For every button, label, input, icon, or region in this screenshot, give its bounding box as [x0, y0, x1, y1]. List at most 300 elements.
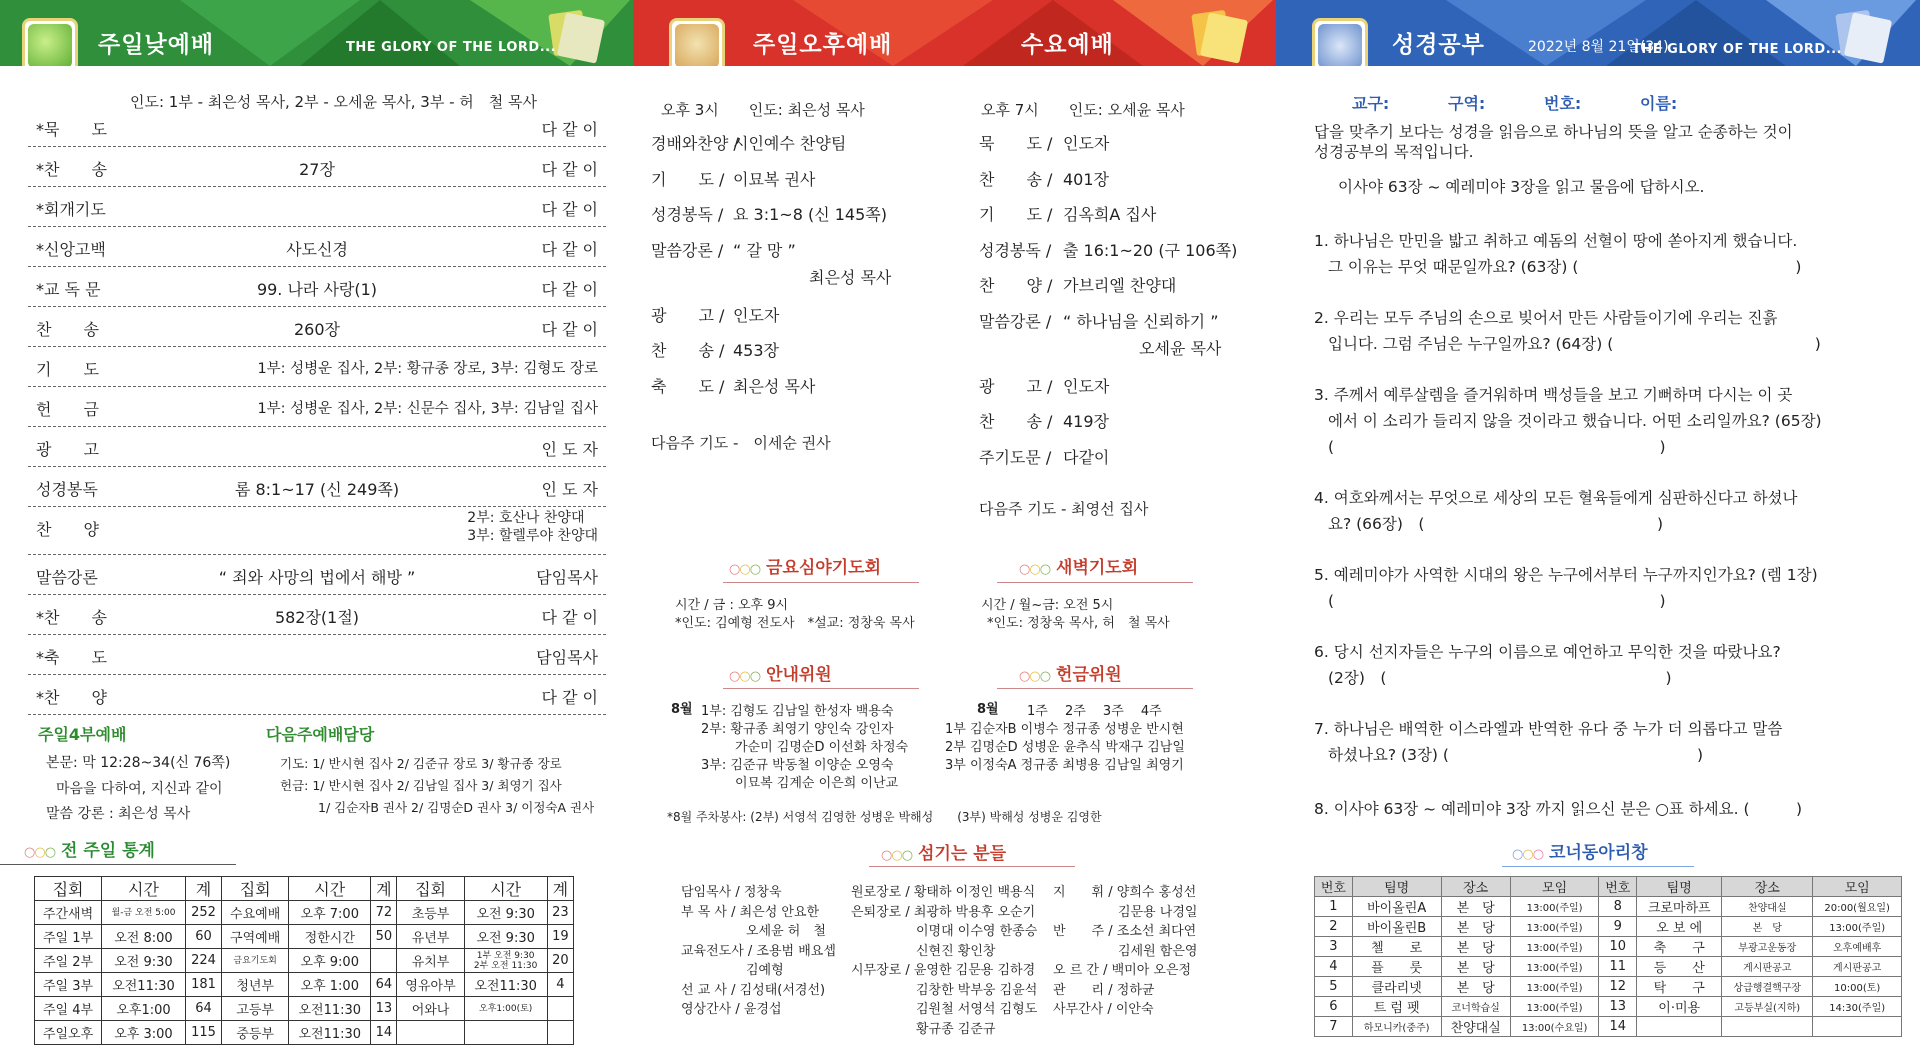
stats-cell: 오전 8:00: [102, 925, 186, 949]
study-date: 2022년 8월 21일(34): [1528, 39, 1669, 55]
order-row: [28, 267, 606, 307]
worship4-text: 본문: 막 12:28~34(신 76쪽): [46, 755, 231, 771]
order-value: 오세윤 목사: [1139, 339, 1222, 358]
club-cell: 8: [1599, 897, 1637, 917]
question-line: 8. 이사야 63장 ~ 예레미야 3장 까지 읽으신 분은 ○표 하세요. ( ): [1314, 800, 1803, 818]
club-cell: 5: [1315, 977, 1353, 997]
server-line: 김창한 박부웅 김윤석: [851, 982, 1038, 998]
order-label: 축 도 /: [651, 376, 725, 396]
stats-header-cell: 집회: [397, 877, 464, 901]
stats-row: [35, 949, 574, 973]
stats-cell: 주일 4부: [35, 997, 102, 1021]
stats-cell: 주일 3부: [35, 973, 102, 997]
club-cell: 6: [1315, 997, 1353, 1017]
club-cell: 본 당: [1441, 917, 1510, 937]
order-value: 최은성 목사: [733, 376, 816, 396]
order-value: 인도자: [1063, 134, 1110, 153]
stats-cell: 중등부: [222, 1021, 289, 1045]
server-line: 선 교 사 / 김성태(서경선): [681, 982, 826, 998]
order-person: 다 같 이: [541, 160, 598, 179]
question-line: ( ): [1328, 438, 1666, 456]
order-person: 다 같 이: [541, 120, 598, 139]
club-row: [1315, 937, 1902, 957]
stats-cell: 유치부: [397, 949, 464, 973]
club-cell: 13:00(주일): [1510, 897, 1599, 917]
order-person: 1부: 성병운 집사, 2부: 신문수 집사, 3부: 김남일 집사: [257, 401, 598, 417]
club-cell: 13:00(주일): [1510, 937, 1599, 957]
question-line: 3. 주께서 예루살렘을 즐거워하며 백성들을 보고 기뻐하며 다시는 이 곳: [1314, 386, 1793, 404]
order-row: [28, 467, 606, 507]
stats-cell: 252: [185, 901, 221, 925]
club-cell: 2: [1315, 917, 1353, 937]
stats-cell: 오후 9:00: [289, 949, 371, 973]
stats-cell: 19: [547, 925, 573, 949]
club-header-cell: 장소: [1441, 877, 1510, 897]
club-cell: 트 럼 펫: [1352, 997, 1441, 1017]
club-cell: 고등부실(지하): [1722, 997, 1813, 1017]
order-value: “ 갈 망 ”: [733, 240, 796, 260]
servers-heading: [881, 839, 1006, 864]
club-cell: 13:00(주일): [1510, 957, 1599, 977]
study-intro: 답을 맞추기 보다는 성경을 읽음으로 하나님의 뜻을 알고 순종하는 것이: [1314, 123, 1793, 141]
stats-cell: 청년부: [222, 973, 289, 997]
stats-heading: [24, 836, 155, 861]
stats-cell: 주일오후: [35, 1021, 102, 1045]
order-label: *찬 송: [36, 608, 107, 627]
order-row: [28, 307, 606, 347]
offering-line: 2부 김명순D 성병운 윤추식 박재구 김남일: [945, 740, 1185, 755]
order-label: 찬 송 /: [651, 341, 725, 360]
order-person: 다 같 이: [541, 688, 598, 707]
stats-cell: 115: [185, 1021, 221, 1045]
question-line: 4. 여호와께서는 무엇으로 세상의 모든 혈육들에게 심판하신다고 하셨나: [1314, 489, 1798, 507]
club-cell: 플 룻: [1352, 957, 1441, 977]
order-person: 다 같 이: [541, 320, 598, 339]
order-person: 다 같 이: [541, 200, 598, 219]
worship4-title: 주일4부예배: [38, 725, 127, 744]
order-label: *신앙고백: [36, 240, 106, 259]
club-header-cell: 모임: [1813, 877, 1902, 897]
club-heading: [1512, 838, 1648, 863]
order-value: 다같이: [1063, 447, 1110, 467]
order-row: [28, 107, 606, 147]
stats-cell: 주일 1부: [35, 925, 102, 949]
next-duty-line: 1/ 김순자B 권사 2/ 김명순D 권사 3/ 이정숙A 권사: [318, 800, 595, 815]
club-cell: [1722, 1017, 1813, 1037]
order-value: 453장: [733, 341, 779, 360]
stats-cell: 구역예배: [222, 925, 289, 949]
stats-cell: 4: [547, 973, 573, 997]
club-cell: 탁 구: [1637, 977, 1722, 997]
offering-line: 1부 김순자B 이병수 정규종 성병운 반시현: [945, 722, 1184, 737]
server-line: 반 주 / 조소선 최다연: [1053, 924, 1197, 939]
afternoon-next-prayer: 다음주 기도 - 이세순 권사: [651, 434, 831, 452]
stats-cell: 14: [371, 1021, 397, 1045]
server-line: 오 르 간 / 백미아 오은정: [1053, 963, 1192, 978]
club-header-cell: 팀명: [1352, 877, 1441, 897]
order-row: [28, 387, 606, 427]
stats-row: [35, 973, 574, 997]
order-person: 담임목사: [536, 568, 598, 587]
stats-cell: 주간새벽: [35, 901, 102, 925]
club-cell: 13: [1599, 997, 1637, 1017]
club-cell: 게시판공고: [1722, 957, 1813, 977]
club-row: [1315, 957, 1902, 977]
club-cell: [1637, 1017, 1722, 1037]
bible-study-panel: [1276, 0, 1920, 1061]
offering-line: 3부 이정숙A 정규종 최병용 김남일 최영기: [945, 758, 1184, 773]
stats-header-cell: 계: [371, 877, 397, 901]
order-row: [28, 635, 606, 675]
club-cell: 1: [1315, 897, 1353, 917]
order-value: 시인예수 찬양팀: [733, 134, 847, 153]
stats-cell: 고등부: [222, 997, 289, 1021]
wednesday-next-prayer: 다음주 기도 - 최영선 집사: [979, 500, 1149, 518]
stats-row: [35, 1021, 574, 1045]
guides-line: 1부: 김형도 김남일 한성자 백용숙: [701, 704, 894, 719]
order-person: 다 같 이: [541, 280, 598, 299]
server-line: 담임목사 / 정창욱: [681, 885, 782, 900]
club-cell: 본 당: [1441, 897, 1510, 917]
order-person: 다 같 이: [541, 608, 598, 627]
stats-cell: [464, 1021, 547, 1045]
club-header-cell: 모임: [1510, 877, 1599, 897]
stats-cell: 64: [371, 973, 397, 997]
dawn-heading: [1019, 553, 1138, 578]
question-line: 2. 우리는 모두 주님의 손으로 빚어서 만든 사람들이기에 우리는 진흙: [1314, 309, 1778, 327]
stats-header-cell: 시간: [289, 877, 371, 901]
panel-subtitle: THE GLORY OF THE LORD...: [346, 40, 557, 55]
order-person: 1부: 성병운 집사, 2부: 황규종 장로, 3부: 김형도 장로: [257, 361, 598, 377]
stats-cell: 정한시간: [289, 925, 371, 949]
flower-thumbnail: [669, 18, 725, 66]
order-label: 찬 양 /: [979, 276, 1053, 295]
question-line: 하셨나요? (3장) ( ): [1328, 746, 1703, 764]
stats-cell: 오전 9:30: [464, 901, 547, 925]
order-label: *축 도: [36, 648, 107, 667]
stats-cell: 13: [371, 997, 397, 1021]
club-cell: 본 당: [1441, 977, 1510, 997]
order-detail: 260장: [294, 320, 340, 339]
stats-header-cell: 계: [547, 877, 573, 901]
order-label: *묵 도: [36, 120, 107, 139]
stats-cell: 금요기도회: [222, 949, 289, 973]
order-label: 주기도문 /: [979, 447, 1052, 467]
club-cell: 오 보 에: [1637, 917, 1722, 937]
order-label: 기 도 /: [979, 205, 1053, 224]
guides-heading: [729, 660, 832, 685]
club-cell: 이·미용: [1637, 997, 1722, 1017]
guides-line: 3부: 김준규 박동철 이양순 오영숙: [701, 758, 894, 773]
stats-cell: 오전11:30: [289, 997, 371, 1021]
server-line: 오세윤 허 철: [681, 924, 826, 939]
stats-cell: 초등부: [397, 901, 464, 925]
order-value: 인도자: [733, 305, 780, 325]
next-duty-title: 다음주예배담당: [266, 725, 375, 744]
club-header-cell: 장소: [1722, 877, 1813, 897]
question-line: 5. 예레미야가 사역한 시대의 왕은 누구에서부터 누구까지인가요? (렘 1장): [1314, 566, 1818, 584]
server-line: 황규종 김준규: [851, 1021, 996, 1037]
stats-cell: 20: [547, 949, 573, 973]
club-cell: 14:30(주일): [1813, 997, 1902, 1017]
club-cell: 12: [1599, 977, 1637, 997]
order-value: “ 하나님을 신뢰하기 ”: [1063, 311, 1219, 331]
dots-icon: ○○○: [1019, 669, 1051, 684]
panel-title: 주일낮예배: [98, 32, 215, 58]
stats-cell: 오후 7:00: [289, 901, 371, 925]
club-row: [1315, 917, 1902, 937]
stats-row: [35, 997, 574, 1021]
server-line: 관 리 / 정하균: [1053, 982, 1155, 998]
offering-month: 8월: [977, 702, 999, 717]
stats-row: [35, 901, 574, 925]
stats-header-cell: 집회: [35, 877, 102, 901]
server-line: 원로장로 / 황태하 이정인 백용식: [851, 885, 1036, 900]
stats-title: 전 주일 통계: [61, 841, 155, 861]
club-cell: 게시판공고: [1813, 957, 1902, 977]
worship4-text: 말씀 강론 : 최은성 목사: [46, 806, 191, 822]
parking-volunteers: *8월 주차봉사: (2부) 서영석 김영한 성병운 박해성 (3부) 박해성 성병운 김영한: [667, 810, 1102, 824]
friday-line: *인도: 김예형 전도사 *설교: 정창욱 목사: [675, 616, 915, 631]
club-cell: 14: [1599, 1017, 1637, 1037]
club-cell: 13:00(주일): [1510, 917, 1599, 937]
order-value: 이묘복 권사: [733, 169, 816, 189]
study-intro: 성경공부의 목적입니다.: [1314, 143, 1474, 161]
stats-table: [34, 876, 574, 1045]
stats-cell: 오후1:00: [102, 997, 186, 1021]
stats-cell: 오전 9:30: [102, 949, 186, 973]
club-cell: 본 당: [1441, 957, 1510, 977]
order-row: [28, 507, 606, 555]
club-cell: 20:00(월요일): [1813, 897, 1902, 917]
club-cell: [1813, 1017, 1902, 1037]
order-row: [28, 187, 606, 227]
stats-cell: 어와나: [397, 997, 464, 1021]
club-cell: 7: [1315, 1017, 1353, 1037]
question-line: 입니다. 그럼 주님은 누구일까요? (64장) ( ): [1328, 335, 1821, 353]
stats-cell: [547, 997, 573, 1021]
stats-cell: 1부 오전 9:30 2부 오전 11:30: [464, 949, 547, 973]
guides-title: 안내위원: [766, 665, 832, 685]
dawn-title: 새벽기도회: [1056, 558, 1139, 578]
question-line: 1. 하나님은 만민을 밟고 취하고 예돔의 선혈이 땅에 쏟아지게 했습니다.: [1314, 232, 1798, 250]
guides-line: 가순미 김명순D 이선화 차정숙: [735, 740, 909, 755]
club-header-cell: 번호: [1599, 877, 1637, 897]
question-line: ( ): [1328, 592, 1666, 610]
question-line: 요? (66장) ( ): [1328, 515, 1664, 533]
club-cell: 13:00(주일): [1510, 997, 1599, 1017]
flower-thumbnail: [1312, 18, 1368, 66]
order-value: 출 16:1~20 (구 106쪽): [1063, 240, 1238, 260]
stats-cell: 수요예배: [222, 901, 289, 925]
stats-cell: 오전11:30: [464, 973, 547, 997]
wednesday-time: 오후 7시 인도: 오세윤 목사: [981, 101, 1185, 119]
club-cell: 코너학습실: [1441, 997, 1510, 1017]
club-cell: 본 당: [1441, 937, 1510, 957]
stats-cell: 오전11:30: [102, 973, 186, 997]
server-line: 신현진 황인창: [851, 943, 996, 959]
club-row: [1315, 1017, 1902, 1037]
club-cell: 9: [1599, 917, 1637, 937]
club-cell: 바이올린A: [1352, 897, 1441, 917]
id-field-name[interactable]: 이름:: [1640, 94, 1678, 113]
club-cell: 첼 로: [1352, 937, 1441, 957]
next-duty-line: 헌금: 1/ 반시현 집사 2/ 김남일 집사 3/ 최영기 집사: [280, 778, 562, 793]
stats-header-cell: 시간: [102, 877, 186, 901]
stats-cell: 주일 2부: [35, 949, 102, 973]
stats-cell: 181: [185, 973, 221, 997]
club-cell: 13:00(수요일): [1510, 1017, 1599, 1037]
stats-cell: 오전11:30: [289, 1021, 371, 1045]
friday-heading: [729, 553, 881, 578]
friday-title: 금요심야기도회: [766, 558, 881, 578]
guides-line: 2부: 황규종 최영기 양인숙 강인자: [701, 722, 894, 737]
sunday-service-panel: [0, 0, 633, 1061]
next-duty-line: 기도: 1/ 반시현 집사 2/ 김준규 장로 3/ 황규종 장로: [280, 756, 562, 771]
order-label: 찬 송: [36, 320, 99, 339]
stats-cell: 오전 9:30: [464, 925, 547, 949]
server-line: 사무간사 / 이안숙: [1053, 1002, 1154, 1017]
stats-cell: 224: [185, 949, 221, 973]
order-detail: 27장: [299, 160, 335, 179]
order-label: 기 도: [36, 360, 99, 379]
order-label: 찬 양: [36, 520, 99, 539]
stats-cell: [371, 949, 397, 973]
order-row: [28, 227, 606, 267]
stats-cell: 60: [185, 925, 221, 949]
order-label: 찬 송 /: [979, 169, 1053, 189]
order-row: [28, 675, 606, 715]
stats-row: [35, 925, 574, 949]
server-line: 김원철 서영석 김형도: [851, 1002, 1038, 1017]
dawn-line: *인도: 정창욱 목사, 허 철 목사: [987, 616, 1170, 631]
stats-cell: 오후1:00(토): [464, 997, 547, 1021]
order-label: 광 고: [36, 440, 99, 459]
stats-cell: 영유아부: [397, 973, 464, 997]
order-person: 다 같 이: [541, 240, 598, 259]
order-label: 경배와찬양 /: [651, 134, 739, 153]
order-label: 광 고 /: [651, 305, 725, 325]
stats-cell: 64: [185, 997, 221, 1021]
stats-cell: 72: [371, 901, 397, 925]
stats-cell: 50: [371, 925, 397, 949]
guides-month: 8월: [671, 702, 693, 717]
stats-cell: [547, 1021, 573, 1045]
club-row: [1315, 977, 1902, 997]
server-line: 지 휘 / 양희수 홍성선: [1053, 885, 1197, 900]
club-cell: 13:00(주일): [1813, 917, 1902, 937]
order-value: 401장: [1063, 169, 1109, 189]
server-line: 시무장로 / 윤영한 김문용 김하경: [851, 963, 1036, 978]
sunday-service-header: [0, 0, 633, 66]
order-detail: 99. 나라 사랑(1): [256, 280, 378, 299]
stats-header-cell: 집회: [222, 877, 289, 901]
club-cell: 상급행결핵구장: [1722, 977, 1813, 997]
order-label: 광 고 /: [979, 376, 1053, 396]
dawn-line: 시간 / 월~금: 오전 5시: [981, 598, 1114, 613]
afternoon-title: 주일오후예배: [753, 32, 893, 58]
stats-header-cell: 시간: [464, 877, 547, 901]
service-leaders: 인도: 1부 - 최은성 목사, 2부 - 오세윤 목사, 3부 - 허 철 목사: [130, 93, 537, 111]
club-cell: 13:00(주일): [1510, 977, 1599, 997]
question-line: 에서 이 소리가 들리지 않을 것이라고 했습니다. 어떤 소리일까요? (65장): [1328, 412, 1822, 430]
afternoon-time: 오후 3시 인도: 최은성 목사: [661, 101, 865, 119]
question-line: 그 이유는 무엇 때문일까요? (63장) ( ): [1328, 258, 1802, 276]
order-row: [28, 347, 606, 387]
stats-cell: 월-금 오전 5:00: [102, 901, 186, 925]
order-value: 가브리엘 찬양대: [1063, 276, 1177, 295]
order-label: 찬 송 /: [979, 412, 1053, 431]
order-value: 인도자: [1063, 376, 1110, 396]
club-cell: 10: [1599, 937, 1637, 957]
order-label: 말씀강론 /: [979, 311, 1052, 331]
order-label: 헌 금: [36, 400, 99, 419]
server-line: 김예형: [681, 963, 784, 978]
dots-icon: ○○○: [1512, 847, 1544, 862]
order-person: 2부: 호산나 찬양대 3부: 할렐루야 찬양대: [467, 510, 598, 544]
club-cell: 찬양대실: [1722, 897, 1813, 917]
servers-title: 섬기는 분들: [918, 844, 1007, 864]
server-line: 교육전도사 / 조용범 배요셉: [681, 943, 836, 959]
order-value: 최은성 목사: [809, 268, 892, 287]
order-label: 말씀강론: [36, 568, 98, 587]
offering-title: 헌금위원: [1056, 665, 1122, 685]
order-value: 419장: [1063, 412, 1109, 431]
club-cell: 3: [1315, 937, 1353, 957]
panel-subtitle: THE GLORY OF THE LORD...: [1632, 42, 1843, 57]
id-field-district[interactable]: 구역:: [1448, 94, 1486, 113]
order-detail: 롬 8:1~17 (신 249쪽): [234, 480, 400, 499]
club-cell: 바이올린B: [1352, 917, 1441, 937]
club-cell: 클라리넷: [1352, 977, 1441, 997]
order-detail: “ 죄와 사망의 법에서 해방 ”: [218, 568, 416, 587]
panel-title: 성경공부: [1392, 32, 1485, 58]
offering-heading: [1019, 660, 1122, 685]
order-label: 성경봉독: [36, 480, 98, 499]
order-label: 성경봉독 /: [651, 205, 724, 224]
afternoon-header: [633, 0, 1276, 66]
order-label: *회개기도: [36, 200, 106, 219]
club-cell: 오후예배후: [1813, 937, 1902, 957]
leaf-thumbnail: [22, 18, 78, 66]
order-detail: 사도신경: [286, 240, 348, 259]
offering-week-header: 1주 2주 3주 4주: [1027, 704, 1162, 719]
wednesday-title: 수요예배: [1021, 32, 1114, 58]
club-cell: 등 산: [1637, 957, 1722, 977]
club-row: [1315, 997, 1902, 1017]
question-line: 6. 당시 선지자들은 누구의 이름으로 예언하고 무익한 것을 따랐나요?: [1314, 643, 1781, 661]
id-field-number[interactable]: 번호:: [1544, 94, 1582, 113]
stats-header-cell: 계: [185, 877, 221, 901]
order-label: 기 도 /: [651, 169, 725, 189]
id-field-parish[interactable]: 교구:: [1352, 94, 1390, 113]
club-title: 코너동아리창: [1549, 843, 1648, 863]
server-line: 김문용 나경일: [1053, 904, 1198, 920]
server-line: 이명대 이수영 한종승: [851, 924, 1038, 939]
stats-cell: 23: [547, 901, 573, 925]
order-row: [28, 427, 606, 467]
club-cell: 크로마하프: [1637, 897, 1722, 917]
order-row: [28, 595, 606, 635]
club-cell: 하모니카(중주): [1352, 1017, 1441, 1037]
stats-cell: 오후 1:00: [289, 973, 371, 997]
dots-icon: ○○○: [881, 848, 913, 863]
question-line: 7. 하나님은 배역한 이스라엘과 반역한 유다 중 누가 더 의롭다고 말씀: [1314, 720, 1783, 738]
club-cell: 본 당: [1722, 917, 1813, 937]
order-detail: 582장(1절): [274, 608, 360, 627]
server-line: 은퇴장로 / 최광하 박용후 오순기: [851, 904, 1036, 920]
dots-icon: ○○○: [1019, 562, 1051, 577]
